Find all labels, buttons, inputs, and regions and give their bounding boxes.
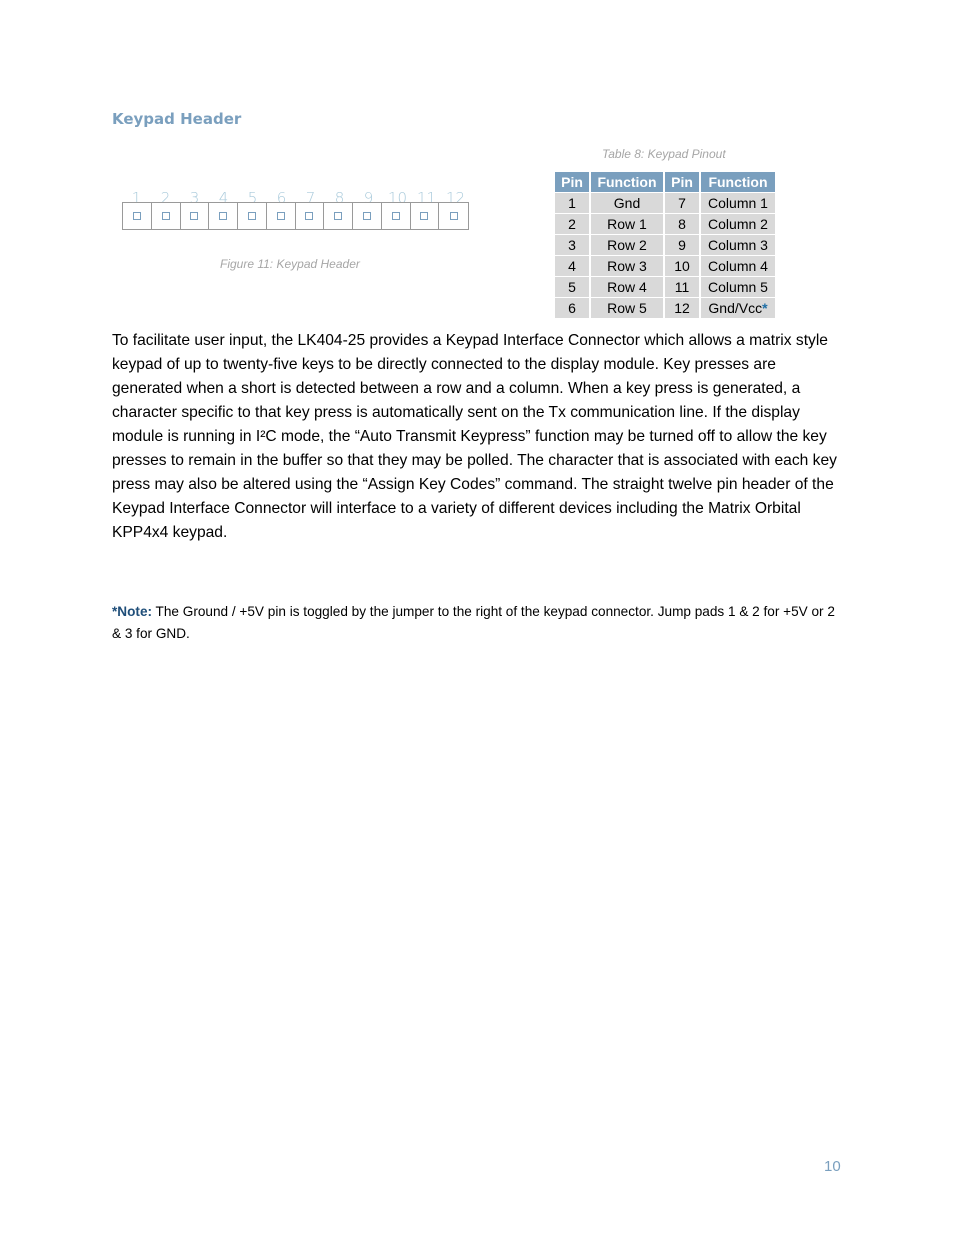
table-cell-text: Gnd/Vcc	[708, 300, 763, 316]
table-cell: 12	[665, 298, 699, 319]
table-cell: 5	[555, 277, 589, 298]
note-text: The Ground / +5V pin is toggled by the jumper to the right of the keypad connector. Jump pads 1 & 2 for +5V or 2 & 3 for GND.	[112, 604, 835, 641]
pin-cell	[123, 203, 152, 229]
pin-cell	[238, 203, 267, 229]
page-number: 10	[824, 1158, 841, 1175]
pin-number: 8	[334, 189, 345, 207]
keypad-header-figure	[122, 188, 470, 232]
pin-cell	[296, 203, 325, 229]
table-cell: Column 2	[701, 214, 775, 235]
pin-cell	[382, 203, 411, 229]
pin-pad-icon	[219, 212, 227, 220]
pin-number: 12	[445, 189, 466, 207]
pin-number: 10	[387, 189, 408, 207]
pin-cell	[439, 203, 468, 229]
pin-number: 9	[363, 189, 374, 207]
column-header-pin: Pin	[665, 172, 699, 193]
table-cell: Gnd	[591, 193, 663, 214]
table-row	[555, 298, 775, 319]
pin-number: 6	[276, 189, 287, 207]
pin-pad-icon	[277, 212, 285, 220]
table-cell	[701, 298, 775, 319]
table-row	[555, 193, 775, 214]
table-row	[555, 214, 775, 235]
table-cell: Column 3	[701, 235, 775, 256]
keypad-pinout-table	[553, 172, 777, 319]
section-heading: Keypad Header	[112, 110, 242, 128]
table-row	[555, 235, 775, 256]
pin-pad-icon	[190, 212, 198, 220]
pin-number: 11	[416, 189, 437, 207]
table-header-row	[555, 172, 775, 193]
pin-cell	[411, 203, 440, 229]
column-header-pin: Pin	[555, 172, 589, 193]
pin-cell	[209, 203, 238, 229]
pin-number: 5	[247, 189, 258, 207]
pin-number: 1	[131, 189, 142, 207]
table-cell: 3	[555, 235, 589, 256]
footnote-asterisk: *	[762, 300, 768, 316]
pin-cell	[181, 203, 210, 229]
pin-number: 7	[305, 189, 316, 207]
table-cell: 8	[665, 214, 699, 235]
table-cell: 2	[555, 214, 589, 235]
table-cell: 7	[665, 193, 699, 214]
pin-number: 3	[189, 189, 200, 207]
table-cell: 1	[555, 193, 589, 214]
note-label: *Note:	[112, 604, 153, 619]
table-cell: Row 2	[591, 235, 663, 256]
table-cell: 11	[665, 277, 699, 298]
table-cell: Column 4	[701, 256, 775, 277]
table-cell: Row 3	[591, 256, 663, 277]
pin-pad-icon	[133, 212, 141, 220]
table-cell: Row 4	[591, 277, 663, 298]
figure-caption: Figure 11: Keypad Header	[220, 257, 360, 271]
column-header-function: Function	[701, 172, 775, 193]
pin-pad-icon	[162, 212, 170, 220]
table-cell: Column 5	[701, 277, 775, 298]
pin-pad-icon	[248, 212, 256, 220]
table-row	[555, 256, 775, 277]
pin-pad-icon	[363, 212, 371, 220]
pin-pad-icon	[420, 212, 428, 220]
pin-pad-icon	[450, 212, 458, 220]
column-header-function: Function	[591, 172, 663, 193]
table-cell: 4	[555, 256, 589, 277]
body-paragraph: To facilitate user input, the LK404-25 provides a Keypad Interface Connector which allows a matrix style keypad of up to twenty-five keys to be directly connected to the display module. Key presses are generated when a short is detected between a row and a column. When a key press is generated, a character specific to that key press is automatically sent on the Tx communication line. If the display module is running in I²C mode, the “Auto Transmit Keypress” function may be turned off to allow the key presses to remain in the buffer so that they may be polled. The character that is associated with each key press may also be altered using the “Assign Key Codes” command. The straight twelve pin header of the Keypad Interface Connector will interface to a variety of different devices including the Matrix Orbital KPP4x4 keypad.	[112, 332, 837, 541]
pin-header-strip	[122, 202, 469, 230]
pin-cell	[152, 203, 181, 229]
pin-pad-icon	[334, 212, 342, 220]
table-caption: Table 8: Keypad Pinout	[602, 147, 726, 161]
pin-cell	[324, 203, 353, 229]
pin-cell	[353, 203, 382, 229]
table-cell: Column 1	[701, 193, 775, 214]
table-cell: Row 5	[591, 298, 663, 319]
table-cell: Row 1	[591, 214, 663, 235]
note-paragraph	[112, 601, 842, 645]
table-row	[555, 277, 775, 298]
pin-number: 4	[218, 189, 229, 207]
pin-pad-icon	[305, 212, 313, 220]
pin-number: 2	[160, 189, 171, 207]
pin-pad-icon	[392, 212, 400, 220]
table-cell: 9	[665, 235, 699, 256]
table-cell: 10	[665, 256, 699, 277]
table-cell: 6	[555, 298, 589, 319]
pin-cell	[267, 203, 296, 229]
